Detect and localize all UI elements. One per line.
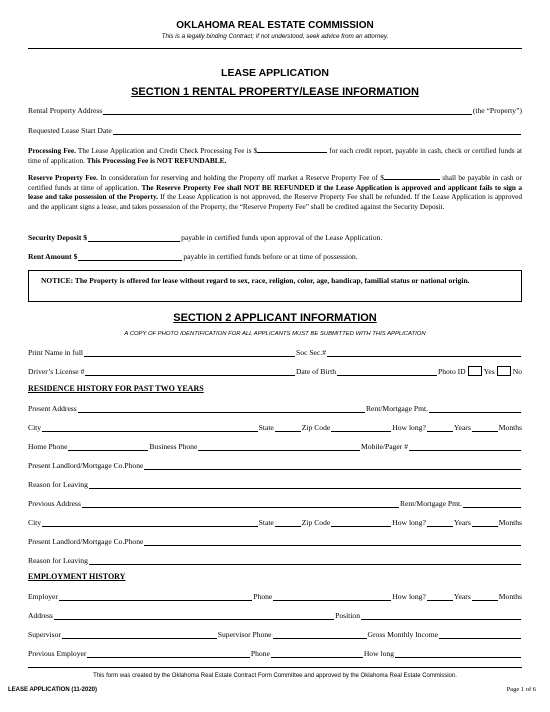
previous-landlord-field[interactable]: [144, 537, 521, 546]
supervisor-phone-label: Supervisor Phone: [217, 630, 272, 639]
previous-employer-how-long-label: How long: [363, 649, 394, 658]
previous-months-field[interactable]: [472, 518, 498, 527]
previous-zip-field[interactable]: [331, 518, 391, 527]
reserve-fee-heading: Reserve Property Fee.: [28, 173, 98, 182]
processing-fee-paragraph: [28, 145, 522, 165]
employer-label: Employer: [28, 592, 58, 601]
reserve-fee-text2: shall be payable in cash or certified funds at time of application.: [28, 173, 522, 192]
reserve-fee-field[interactable]: [384, 172, 440, 180]
present-landlord-row: [28, 459, 522, 470]
notice-text: NOTICE: The Property is offered for lease without regard to sex, race, religion, color, age, handicap, familial status or national origin.: [41, 276, 470, 285]
dob-field[interactable]: [337, 367, 437, 376]
start-date-row: [28, 124, 522, 135]
previous-state-field[interactable]: [275, 518, 301, 527]
processing-fee-field[interactable]: [257, 145, 327, 153]
zip-label: Zip Code: [301, 423, 331, 432]
rent-amount-text: payable in certified funds before or at time of possession.: [183, 252, 358, 261]
property-suffix: (the “Property”): [472, 106, 522, 115]
drivers-license-label: Driver’s License #: [28, 367, 85, 376]
reserve-fee-text3: If the Lease Application is not approved, the Reserve Property Fee shall be refunded. If the Lease Application is approved and the applicant signs a lease, and takes possession of the Property, the “Reserve Property Fee” shall be credited against the Security Deposit.: [28, 192, 522, 211]
processing-fee-nonrefundable: This Processing Fee is NOT REFUNDABLE.: [86, 155, 227, 165]
photo-id-label: Photo ID: [438, 367, 466, 376]
gross-monthly-field[interactable]: [439, 630, 521, 639]
legal-warning: This is a legally binding Contract; if not understood, seek advice from an attorney.: [161, 33, 389, 40]
photo-id-no-label: No: [512, 367, 522, 376]
rent-amount-label: Rent Amount $: [28, 252, 78, 261]
employer-row: [28, 590, 522, 601]
security-deposit-field[interactable]: [88, 233, 180, 242]
rent-amount-field[interactable]: [78, 252, 182, 261]
supervisor-label: Supervisor: [28, 630, 61, 639]
previous-city-field[interactable]: [42, 518, 258, 527]
employer-field[interactable]: [59, 592, 252, 601]
previous-years-field[interactable]: [427, 518, 453, 527]
previous-landlord-row: [28, 535, 522, 546]
previous-rent-mortgage-field[interactable]: [463, 499, 521, 508]
city-field[interactable]: [42, 423, 258, 432]
reserve-fee-condition: The Reserve Property Fee shall NOT BE REFUNDED if the Lease Application is approved and applicant fails to sign a lease and take possession of the Property.: [28, 182, 522, 202]
page-number: Page 1 of 6: [506, 686, 536, 693]
previous-reason-row: [28, 554, 522, 565]
previous-how-long-label: How long?: [392, 518, 426, 527]
present-landlord-field[interactable]: [144, 461, 521, 470]
previous-employer-how-long-field[interactable]: [395, 649, 521, 658]
previous-address-field[interactable]: [82, 499, 399, 508]
reason-leaving-row: [28, 478, 522, 489]
previous-employer-label: Previous Employer: [28, 649, 87, 658]
employer-years-field[interactable]: [427, 592, 453, 601]
present-city-row: [28, 421, 522, 432]
employer-how-long-label: How long?: [392, 592, 426, 601]
state-field[interactable]: [275, 423, 301, 432]
how-long-label: How long?: [392, 423, 426, 432]
previous-employer-phone-field[interactable]: [271, 649, 363, 658]
previous-city-label: City: [28, 518, 42, 527]
home-phone-label: Home Phone: [28, 442, 68, 451]
photo-id-yes-checkbox[interactable]: [468, 366, 482, 376]
employer-phone-label: Phone: [253, 592, 273, 601]
security-deposit-label: Security Deposit $: [28, 233, 88, 242]
previous-employer-field[interactable]: [87, 649, 249, 658]
drivers-license-field[interactable]: [85, 367, 295, 376]
mobile-pager-field[interactable]: [409, 442, 521, 451]
rental-address-row: [28, 104, 522, 115]
present-address-field[interactable]: [78, 404, 365, 413]
print-name-row: [28, 346, 522, 357]
how-long-years-field[interactable]: [427, 423, 453, 432]
previous-city-row: [28, 516, 522, 527]
header-divider: [28, 48, 522, 49]
present-landlord-label: Present Landlord/Mortgage Co.Phone: [28, 461, 144, 470]
residence-history-heading: RESIDENCE HISTORY FOR PAST TWO YEARS: [28, 384, 204, 393]
previous-reason-label: Reason for Leaving: [28, 556, 88, 565]
processing-fee-heading: Processing Fee.: [28, 146, 76, 155]
section1-title: SECTION 1 RENTAL PROPERTY/LEASE INFORMATION: [131, 86, 419, 98]
dob-label: Date of Birth: [295, 367, 337, 376]
employer-address-field[interactable]: [54, 611, 334, 620]
previous-landlord-label: Present Landlord/Mortgage Co.Phone: [28, 537, 144, 546]
previous-months-label: Months: [498, 518, 522, 527]
employment-history-heading: EMPLOYMENT HISTORY: [28, 572, 126, 581]
section2-title: SECTION 2 APPLICANT INFORMATION: [173, 312, 377, 324]
months-label: Months: [498, 423, 522, 432]
security-deposit-text: payable in certified funds upon approval of the Lease Application.: [181, 233, 383, 242]
employer-years-label: Years: [453, 592, 471, 601]
employer-months-label: Months: [498, 592, 522, 601]
form-id: LEASE APPLICATION (11-2020): [8, 687, 98, 693]
print-name-field[interactable]: [84, 348, 295, 357]
business-phone-label: Business Phone: [149, 442, 198, 451]
rent-mortgage-field[interactable]: [429, 404, 521, 413]
supervisor-field[interactable]: [62, 630, 217, 639]
present-address-label: Present Address: [28, 404, 77, 413]
employer-phone-field[interactable]: [273, 592, 391, 601]
business-phone-field[interactable]: [198, 442, 360, 451]
how-long-months-field[interactable]: [472, 423, 498, 432]
footer-divider: [28, 667, 522, 668]
years-label: Years: [453, 423, 471, 432]
previous-employer-row: [28, 647, 522, 658]
form-title: LEASE APPLICATION: [221, 67, 329, 79]
photo-id-yes-label: Yes: [483, 367, 495, 376]
previous-state-label: State: [258, 518, 274, 527]
start-date-label: Requested Lease Start Date: [28, 126, 112, 135]
notice-box: [28, 270, 522, 302]
employer-months-field[interactable]: [472, 592, 498, 601]
employer-address-label: Address: [28, 611, 53, 620]
reason-leaving-label: Reason for Leaving: [28, 480, 88, 489]
zip-field[interactable]: [331, 423, 391, 432]
previous-reason-field[interactable]: [89, 556, 521, 565]
footer-note: This form was created by the Oklahoma Real Estate Contract Form Committee and approved by the Oklahoma Real Estate Commission.: [93, 673, 457, 679]
rent-amount-row: [28, 250, 358, 261]
photo-id-no-checkbox[interactable]: [497, 366, 511, 376]
processing-fee-text1: The Lease Application and Credit Check Processing Fee is $: [75, 146, 258, 155]
position-label: Position: [335, 611, 360, 620]
reason-leaving-field[interactable]: [89, 480, 521, 489]
previous-rent-mortgage-label: Rent/Mortgage Pmt.: [399, 499, 462, 508]
security-deposit-row: [28, 231, 382, 242]
rental-address-label: Rental Property Address: [28, 106, 103, 115]
employer-address-row: [28, 609, 522, 620]
gross-monthly-label: Gross Monthly Income: [367, 630, 438, 639]
home-phone-field[interactable]: [68, 442, 148, 451]
print-name-label: Print Name in full: [28, 348, 84, 357]
start-date-field[interactable]: [113, 126, 521, 135]
previous-employer-phone-label: Phone: [250, 649, 270, 658]
rent-mortgage-label: Rent/Mortgage Pmt.: [365, 404, 428, 413]
phones-row: [28, 440, 522, 451]
previous-address-row: [28, 497, 522, 508]
rental-address-field[interactable]: [103, 106, 472, 115]
processing-fee-text2: for each credit report, payable in cash, check or certified funds at time of application.: [28, 146, 522, 165]
previous-years-label: Years: [453, 518, 471, 527]
mobile-pager-label: Mobile/Pager #: [360, 442, 408, 451]
agency-name: OKLAHOMA REAL ESTATE COMMISSION: [176, 20, 374, 31]
present-address-row: [28, 402, 522, 413]
soc-sec-field[interactable]: [327, 348, 521, 357]
previous-zip-label: Zip Code: [301, 518, 331, 527]
state-label: State: [258, 423, 274, 432]
supervisor-row: [28, 628, 522, 639]
reserve-fee-text1: In consideration for reserving and holding the Property off market a Reserve Property Fee of $: [97, 173, 384, 182]
soc-sec-label: Soc Sec.#: [296, 348, 326, 357]
position-field[interactable]: [361, 611, 521, 620]
license-row: [28, 365, 522, 376]
previous-address-label: Previous Address: [28, 499, 81, 508]
supervisor-phone-field[interactable]: [273, 630, 367, 639]
photo-id-note: A COPY OF PHOTO IDENTIFICATION FOR ALL APPLICANTS MUST BE SUBMITTED WITH THIS APPLICATION: [124, 331, 426, 337]
city-label: City: [28, 423, 42, 432]
reserve-fee-paragraph: [28, 172, 522, 211]
